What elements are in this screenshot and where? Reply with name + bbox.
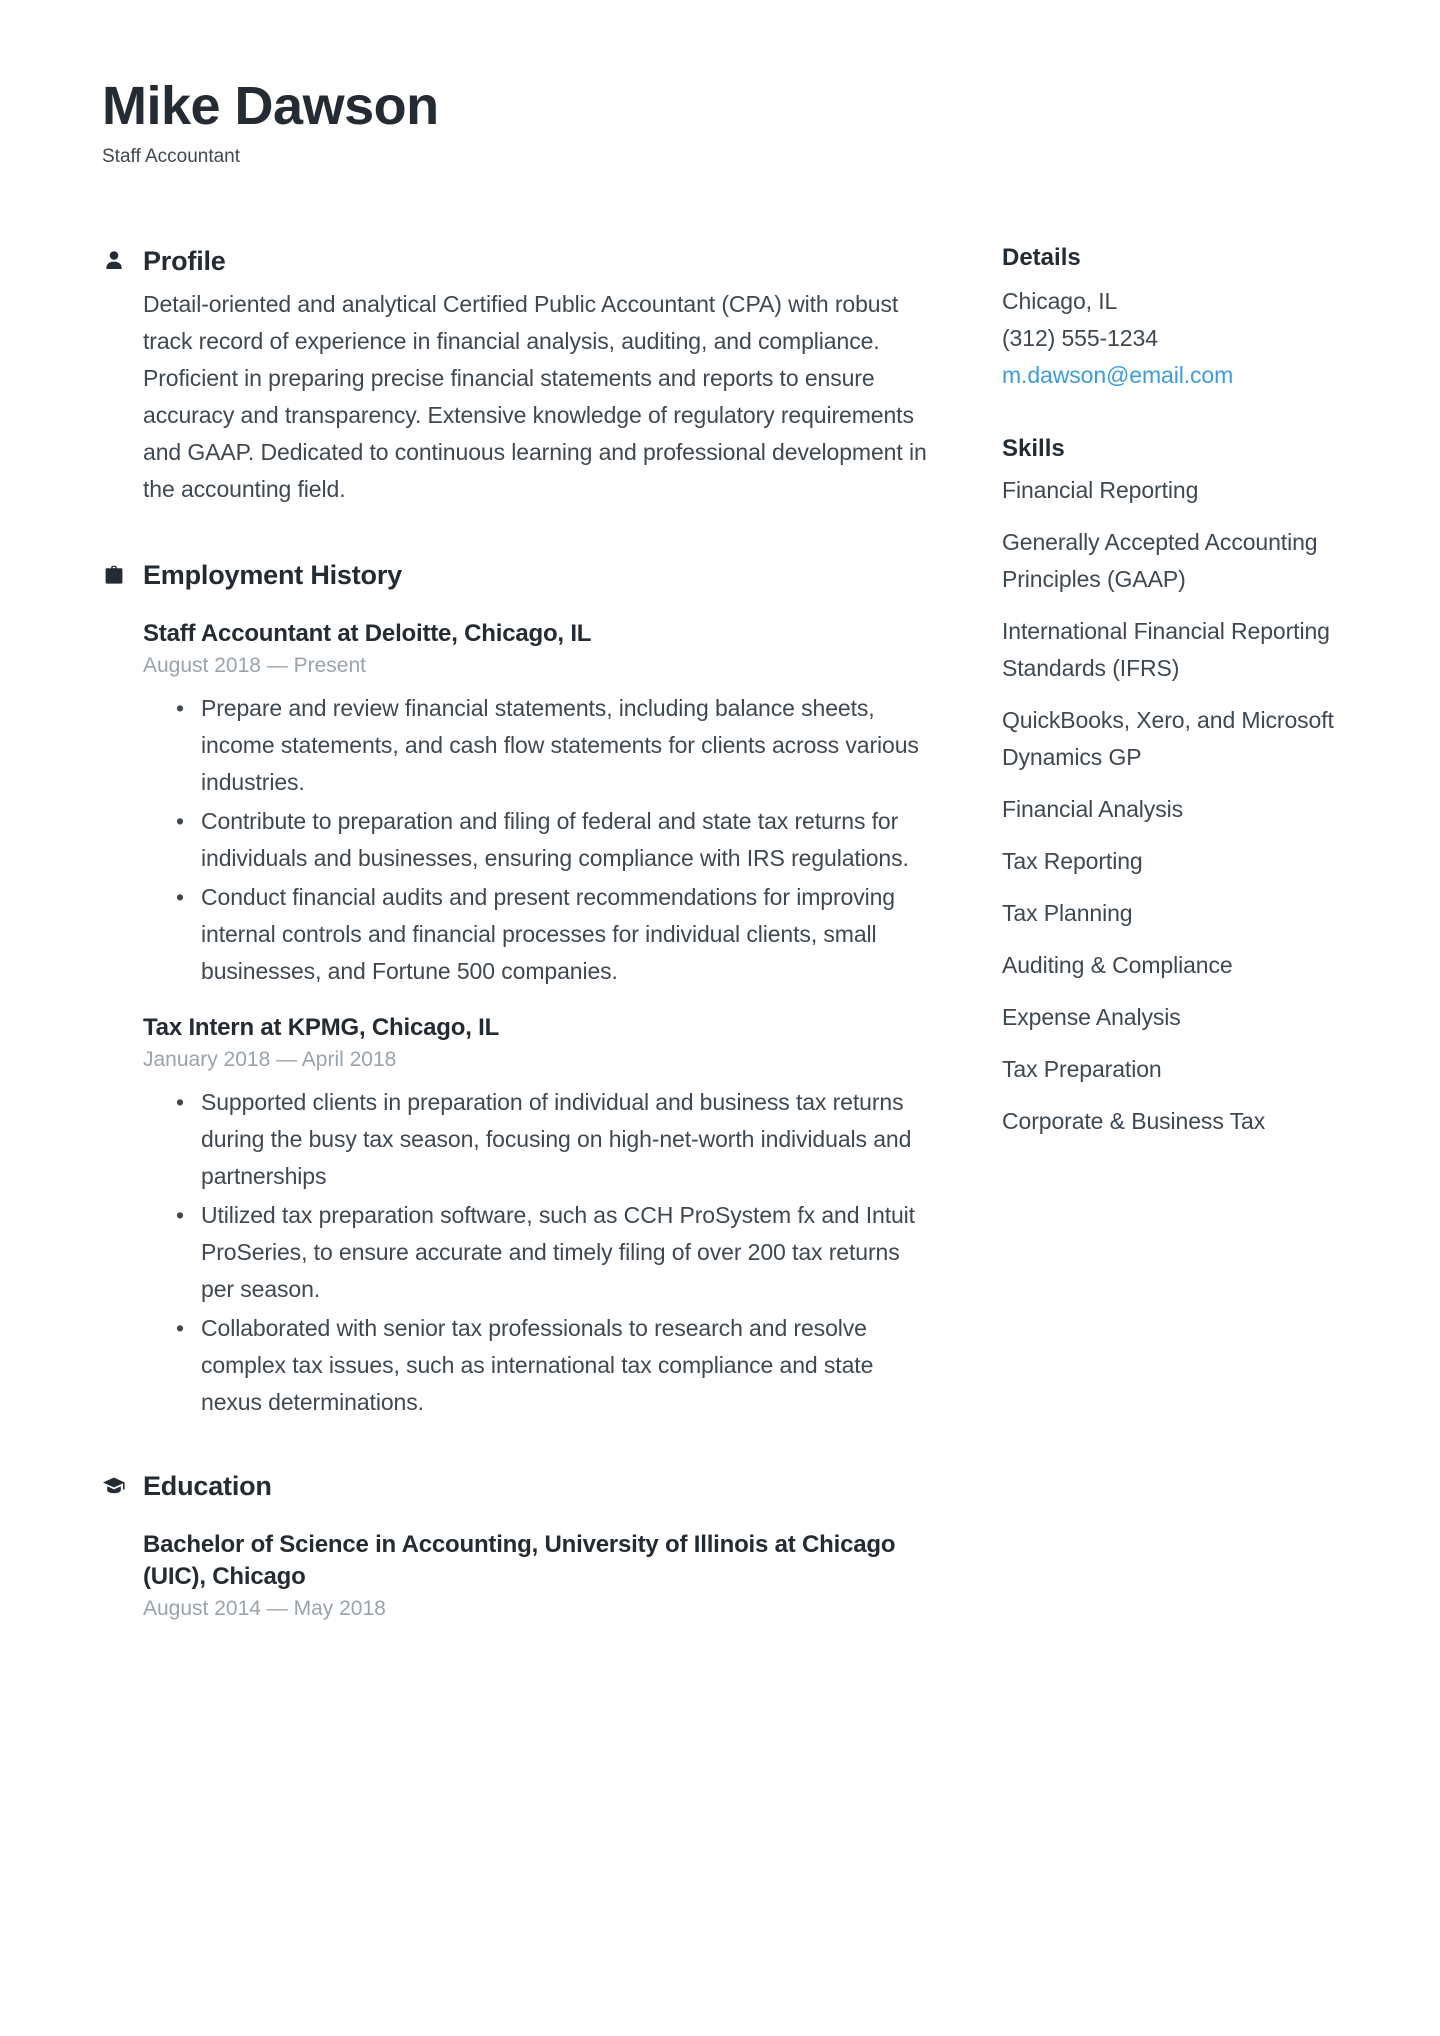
resume-header: [0, 0, 1440, 169]
details-list: [1002, 283, 1350, 394]
skill-item: Financial Analysis: [1002, 796, 1184, 822]
skill-item: International Financial Reporting Standards (IFRS): [1002, 618, 1330, 681]
education-section: [102, 1469, 932, 1623]
profile-text: Detail-oriented and analytical Certified Public Accountant (CPA) with robust track record of experience in financial analysis, auditing, and compliance. Proficient in preparing precise financial statements and reports to ensure accuracy and transparency. Extensive knowledge of regulatory requirements and GAAP. Dedicated to continuous learning and professional development in the accounting field.: [143, 291, 927, 502]
job-bullet: • Conduct financial audits and present recommendations for improving internal controls and financial processes for individual clients, small businesses, and Fortune 500 companies.: [201, 879, 932, 990]
job-title: Tax Intern at KPMG, Chicago, IL: [143, 1014, 500, 1041]
skill-item: QuickBooks, Xero, and Microsoft Dynamics GP: [1002, 707, 1334, 770]
job-bullet: • Contribute to preparation and filing of federal and state tax returns for individuals and businesses, ensuring compliance with IRS regulations.: [201, 803, 932, 877]
employment-section-header: [102, 558, 932, 592]
job-dates: January 2018 — April 2018: [143, 1048, 397, 1071]
employment-body: [143, 618, 932, 1421]
education-heading: Education: [143, 1471, 272, 1501]
job-bullet: • Supported clients in preparation of individual and business tax returns during the busy tax season, focusing on high-net-worth individuals and partnerships: [201, 1084, 932, 1195]
location-text: Chicago, IL: [1002, 288, 1118, 314]
details-block: [1002, 243, 1350, 394]
profile-body: [143, 286, 932, 508]
skill-item: Tax Preparation: [1002, 1056, 1162, 1082]
skill-item: Tax Reporting: [1002, 848, 1143, 874]
candidate-name: Mike Dawson: [102, 76, 439, 136]
email-link[interactable]: m.dawson@email.com: [1002, 362, 1234, 388]
job-entry: [143, 618, 932, 990]
skills-heading: Skills: [1002, 435, 1065, 462]
education-entry: [143, 1529, 932, 1623]
education-degree: Bachelor of Science in Accounting, University of Illinois at Chicago (UIC), Chicago: [143, 1531, 896, 1590]
skill-item: Tax Planning: [1002, 900, 1133, 926]
employment-heading: Employment History: [143, 560, 402, 590]
job-entry: [143, 1012, 932, 1421]
education-dates: August 2014 — May 2018: [143, 1597, 386, 1620]
job-bullet-list: [143, 1084, 932, 1421]
job-bullet: • Prepare and review financial statements, including balance sheets, income statements, and cash flow statements for clients across various industries.: [201, 690, 932, 801]
phone-text: (312) 555-1234: [1002, 325, 1158, 351]
main-column: [102, 169, 932, 1623]
education-body: [143, 1529, 932, 1623]
skill-item: Auditing & Compliance: [1002, 952, 1233, 978]
profile-section: [102, 244, 932, 508]
sidebar: [1002, 243, 1350, 1155]
profile-section-header: [102, 244, 932, 278]
profile-heading: Profile: [143, 246, 226, 276]
employment-section: [102, 558, 932, 1421]
skill-item: Financial Reporting: [1002, 477, 1199, 503]
skills-list: [1002, 472, 1350, 1140]
details-heading: Details: [1002, 244, 1081, 271]
candidate-job-title: Staff Accountant: [102, 146, 241, 167]
job-bullet: • Utilized tax preparation software, such as CCH ProSystem fx and Intuit ProSeries, to ensure accurate and timely filing of over 200 tax returns per season.: [201, 1197, 932, 1308]
job-title: Staff Accountant at Deloitte, Chicago, IL: [143, 620, 592, 647]
skills-block: [1002, 434, 1350, 1140]
skill-item: Generally Accepted Accounting Principles (GAAP): [1002, 529, 1318, 592]
job-bullet-list: [143, 690, 932, 990]
job-dates: August 2018 — Present: [143, 654, 366, 677]
skill-item: Corporate & Business Tax: [1002, 1108, 1266, 1134]
person-icon: [102, 249, 126, 273]
briefcase-icon: [102, 563, 126, 587]
graduation-cap-icon: [102, 1474, 126, 1498]
education-section-header: [102, 1469, 932, 1503]
job-bullet: • Collaborated with senior tax professionals to research and resolve complex tax issues, such as international tax compliance and state nexus determinations.: [201, 1310, 932, 1421]
skill-item: Expense Analysis: [1002, 1004, 1181, 1030]
content-columns: [0, 169, 1440, 1623]
